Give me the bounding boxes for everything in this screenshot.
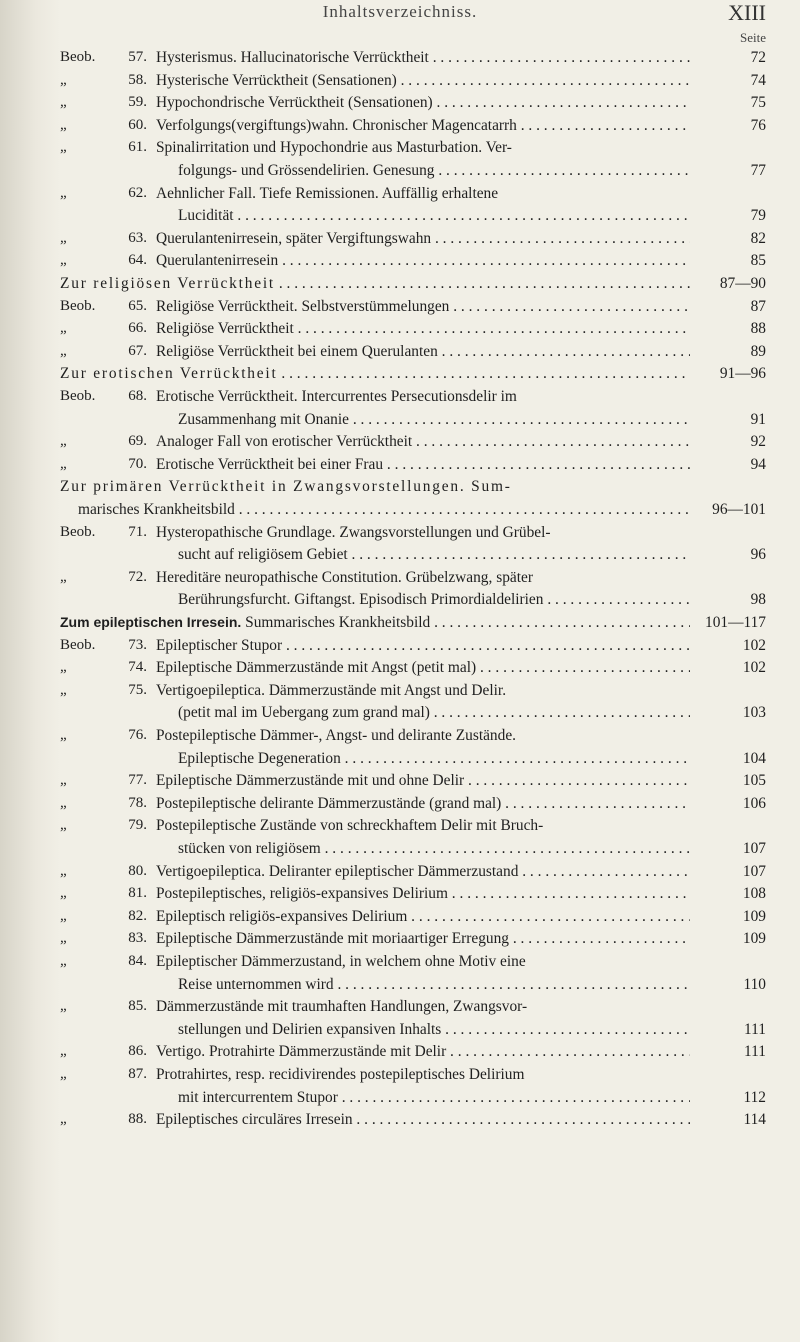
entry-page-number: 75 [750,94,766,112]
observation-number: 87. [128,1066,147,1082]
observation-number: 82. [128,907,147,924]
entry-page-number: 108 [742,885,766,903]
entry-title: Hysteropathische Grundlage. Zwangsvorstellungen und Grübel- [156,523,551,541]
observation-number: 73. [128,636,147,653]
entry-title: Zusammenhang mit Onanie . . . [178,411,690,429]
observation-label: „ [60,568,67,585]
entry-page-number: 87 [750,297,766,315]
observation-number: 74. [128,659,147,676]
toc-entry [0,320,800,343]
entry-page-number: 96—101 [712,501,766,518]
observation-label: „ [60,455,67,472]
entry-title: Religiöse Verrücktheit . . . [156,320,690,338]
observation-number: 68. [128,388,147,404]
toc-entry [0,772,800,795]
toc-entry [0,1111,800,1134]
toc-entry [0,908,800,931]
entry-title: mit intercurrentem Stupor . . . [178,1089,690,1107]
toc-entry [0,637,800,660]
entry-title: Zur erotischen Verrücktheit . . . [60,365,690,383]
entry-page-number: 107 [742,862,766,880]
observation-number: 88. [128,1111,147,1128]
toc-entry [0,94,800,117]
toc-entry [0,411,800,434]
entry-page-number: 101—117 [705,614,766,631]
entry-title: Epileptische Dämmerzustände mit und ohne Delir . . . [156,772,690,790]
entry-title: Postepileptische delirante Dämmerzustände (grand mal) . . . [156,795,690,813]
toc-entry [0,252,800,275]
entry-title: Vertigoepileptica. Deliranter epileptischer Dämmerzustand . . . [156,863,690,881]
entry-title: Protrahirtes, resp. recidivirendes postepileptisches Delirium [156,1066,525,1083]
entry-page-number: 79 [750,207,766,225]
entry-title: Analoger Fall von erotischer Verrücktheit . . . [156,433,690,451]
entry-title: Querulantenirresein, später Vergiftungswahn . . . [156,230,690,248]
observation-number: 63. [128,229,147,246]
entry-page-number: 76 [750,116,766,134]
observation-label: „ [60,817,67,834]
entry-title: Hereditäre neuropathische Constitution. Grübelzwang, später [156,568,533,586]
entry-page-number: 104 [742,749,766,767]
observation-label: „ [60,1066,67,1082]
entry-title: Religiöse Verrücktheit bei einem Querulanten . . . [156,343,690,361]
observation-label: „ [60,681,67,698]
entry-page-number: 105 [742,772,766,790]
entry-title: Spinalirritation und Hypochondrie aus Masturbation. Ver- [156,139,512,157]
entry-title: Erotische Verrücktheit bei einer Frau . . . [156,456,690,474]
entry-page-number: 74 [750,71,766,89]
observation-number: 86. [128,1043,147,1060]
entry-page-number: 91—96 [719,365,766,383]
entry-page-number: 107 [742,840,766,857]
entry-title: stücken von religiösem . . . [178,840,690,858]
observation-number: 61. [128,139,147,156]
entry-page-number: 85 [750,252,766,270]
entry-title: Hysterische Verrücktheit (Sensationen) . . . [156,72,690,90]
toc-entry [0,591,800,614]
entry-title: sucht auf religiösem Gebiet . . . [178,546,690,564]
toc-entry [0,569,800,592]
entry-page-number: 109 [742,907,766,925]
observation-number: 67. [128,342,147,359]
entry-page-number: 110 [743,975,766,993]
entry-page-number: 94 [750,455,766,473]
entry-title: Postepileptisches, religiös-expansives Delirium . . . [156,885,690,903]
toc-entry [0,1021,800,1044]
observation-number: 58. [128,71,147,88]
toc-entry [0,750,800,773]
observation-number: 75. [128,681,147,698]
toc-entry [0,388,800,411]
observation-number: 77. [128,772,147,789]
toc-entry [0,117,800,140]
toc-section-heading [0,478,800,501]
toc-entry [0,795,800,818]
observation-number: 81. [128,885,147,902]
observation-number: 79. [128,817,147,834]
observation-number: 80. [128,862,147,879]
entry-title: Postepileptische Zustände von schreckhaftem Delir mit Bruch- [156,817,544,835]
page-number: XIII [728,0,766,25]
entry-page-number: 96 [750,546,766,564]
observation-label: „ [60,727,67,743]
observation-label: „ [60,71,67,88]
entry-page-number: 92 [750,433,766,451]
observation-label: „ [60,184,67,201]
entry-title: folgungs- und Grössendelirien. Genesung . . . [178,162,690,180]
entry-title: Vertigoepileptica. Dämmerzustände mit Angst und Delir. [156,681,507,699]
observation-number: 83. [128,930,147,947]
observation-number: 62. [128,184,147,201]
entry-title: Erotische Verrücktheit. Intercurrentes Persecutionsdelir im [156,388,517,405]
entry-title: Epileptisches circuläres Irresein . . . [156,1111,690,1129]
observation-label: „ [60,998,67,1015]
entry-title: Epileptische Dämmerzustände mit Angst (petit mal) . . . [156,659,690,677]
observation-label: „ [60,94,67,111]
observation-number: 65. [128,297,147,314]
entry-title: Epileptische Dämmerzustände mit moriaartiger Erregung . . . . [156,930,690,948]
entry-title: Aehnlicher Fall. Tiefe Remissionen. Auffällig erhaltene [156,184,499,202]
observation-number: 69. [128,433,147,450]
entry-page-number: 98 [750,591,766,609]
observation-number: 60. [128,116,147,133]
entry-page-number: 77 [750,162,766,179]
observation-label: Beob. [60,297,96,314]
toc-entry [0,501,800,524]
observation-label: „ [60,772,67,789]
entry-title: Postepileptische Dämmer-, Angst- und delirante Zustände. [156,727,517,744]
observation-label: „ [60,659,67,676]
entry-title: Hysterismus. Hallucinatorische Verrücktheit . . . [156,49,690,67]
entry-title: Dämmerzustände mit traumhaften Handlungen, Zwangsvor- [156,998,528,1016]
toc-entry [0,298,800,321]
toc-entry [0,930,800,953]
entry-page-number: 91 [750,410,766,428]
observation-label: „ [60,953,67,969]
entry-title: Zum epileptischen Irresein. Summarisches Krankheitsbild . . . [60,614,690,632]
toc-entry [0,72,800,95]
entry-page-number: 112 [743,1088,766,1106]
observation-number: 66. [128,320,147,337]
toc-entry [0,49,800,72]
entry-title: Hypochondrische Verrücktheit (Sensationen) . . . [156,94,690,112]
observation-number: 64. [128,252,147,269]
observation-label: „ [60,907,67,924]
entry-page-number: 88 [750,320,766,338]
entry-page-number: 82 [750,229,766,247]
observation-number: 85. [128,998,147,1015]
toc-entry [0,162,800,185]
page-column-label: Seite [740,30,766,45]
observation-number: 59. [128,94,147,111]
toc-entry [0,230,800,253]
entry-page-number: 89 [750,342,766,360]
entry-title: stellungen und Delirien expansiven Inhalts . . . [178,1021,690,1039]
observation-label: „ [60,116,67,133]
toc-entry [0,343,800,366]
running-header: Inhaltsverzeichniss. [322,2,478,21]
toc-entry [0,524,800,547]
observation-label: Beob. [60,388,96,404]
entry-page-number: 106 [742,794,766,812]
entry-title: Berührungsfurcht. Giftangst. Episodisch Primordialdelirien . . . [178,591,690,609]
toc-section-heading [0,275,800,298]
observation-label: „ [60,342,67,359]
toc-entry [0,659,800,682]
toc-entry [0,727,800,750]
entry-page-number: 111 [744,1020,766,1038]
entry-title: Querulantenirresein . . . [156,252,690,270]
observation-label: „ [60,433,67,450]
entry-title: Epileptischer Stupor . . . [156,637,690,655]
entry-title: Epileptisch religiös-expansives Delirium . . . [156,908,690,926]
entry-page-number: 114 [743,1111,766,1129]
entry-title: Lucidität . . . [178,207,690,225]
entry-title: Vertigo. Protrahirte Dämmerzustände mit Delir . . . [156,1043,690,1061]
entry-page-number: 103 [742,704,766,722]
toc-section-heading [0,614,800,637]
observation-label: „ [60,862,67,879]
entry-page-number: 111 [744,1043,766,1061]
observation-number: 71. [128,523,147,540]
entry-title: Reise unternommen wird . . . [178,976,690,994]
observation-number: 76. [128,727,147,743]
toc-entry [0,1066,800,1089]
toc-entry [0,704,800,727]
observation-number: 84. [128,953,147,969]
observation-label: „ [60,930,67,947]
observation-number: 57. [128,49,147,65]
entry-title: Religiöse Verrücktheit. Selbstverstümmelungen . . . [156,298,690,316]
toc-entry [0,1089,800,1112]
observation-label: „ [60,252,67,269]
observation-label: Beob. [60,523,96,540]
toc-entry [0,1043,800,1066]
observation-label: „ [60,139,67,156]
observation-label: Beob. [60,49,96,65]
toc-entry [0,885,800,908]
entry-title: Zur primären Verrücktheit in Zwangsvorstellungen. Sum- [60,478,512,496]
observation-number: 78. [128,794,147,811]
entry-page-number: 102 [742,636,766,654]
toc-entry [0,433,800,456]
toc-section-heading [0,365,800,388]
observation-label: „ [60,794,67,811]
observation-label: „ [60,320,67,337]
toc-entry [0,207,800,230]
toc-entry [0,863,800,886]
toc-entry [0,139,800,162]
observation-number: 72. [128,568,147,585]
entry-page-number: 109 [742,930,766,948]
toc-entry [0,546,800,569]
observation-label: „ [60,229,67,246]
toc-entry [0,840,800,863]
observation-label: „ [60,885,67,902]
entry-title: Epileptische Degeneration . . . [178,750,690,768]
entry-page-number: 72 [750,49,766,66]
toc-entry [0,976,800,999]
observation-label: Beob. [60,636,96,653]
entry-page-number: 87—90 [719,275,766,292]
entry-page-number: 102 [742,659,766,677]
entry-title: (petit mal im Uebergang zum grand mal) . . . [178,704,690,722]
toc-entry [0,682,800,705]
toc-entry [0,817,800,840]
toc-entry [0,456,800,479]
entry-title: Epileptischer Dämmerzustand, in welchem ohne Motiv eine [156,953,526,970]
toc-entry [0,953,800,976]
entry-title: Verfolgungs(vergiftungs)wahn. Chronischer Magencatarrh . . . . [156,117,690,135]
observation-number: 70. [128,455,147,472]
toc-entry [0,998,800,1021]
entry-title: Zur religiösen Verrücktheit . . . [60,275,690,293]
observation-label: „ [60,1111,67,1128]
observation-label: „ [60,1043,67,1060]
entry-title: marisches Krankheitsbild . . . [78,501,690,519]
toc-entry [0,185,800,208]
